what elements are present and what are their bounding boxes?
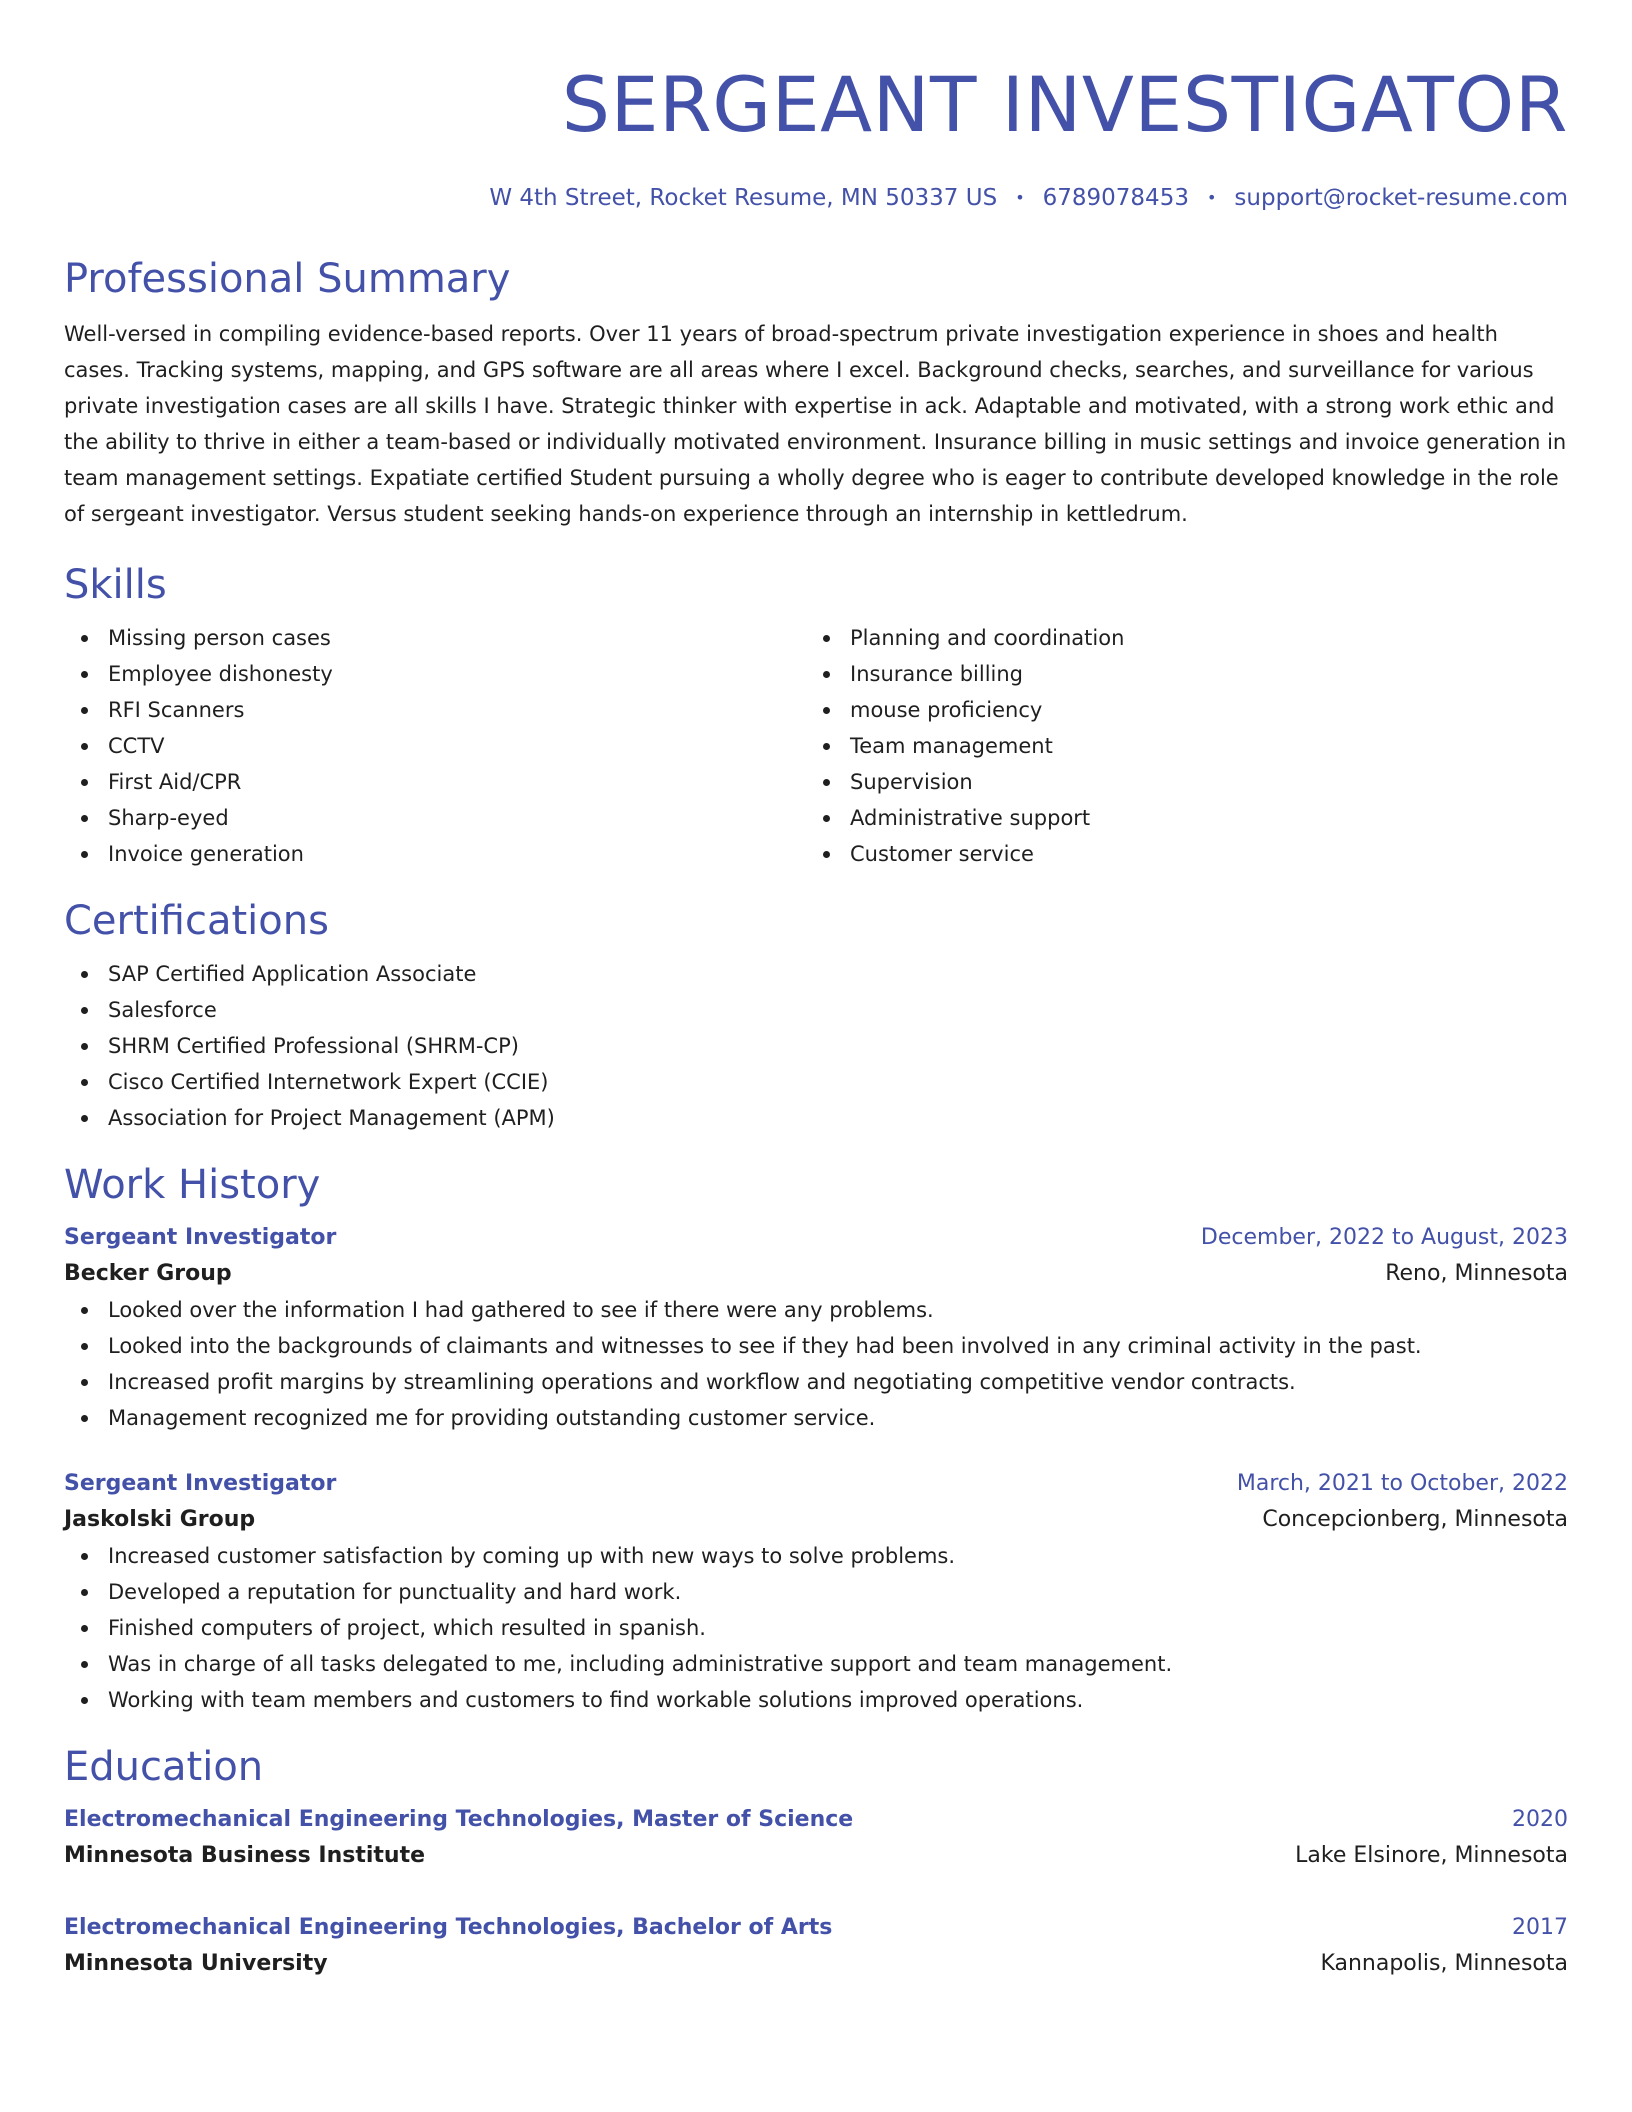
school-name: Minnesota Business Institute [64, 1843, 426, 1868]
graduation-year: 2017 [1512, 1915, 1568, 1940]
job-location: Reno, Minnesota [1385, 1261, 1568, 1286]
job-subheader [64, 1256, 1568, 1292]
degree: Electromechanical Engineering Technologies, Bachelor of Arts [64, 1915, 833, 1940]
school-location: Lake Elsinore, Minnesota [1295, 1843, 1568, 1868]
skills-list-left [64, 620, 806, 872]
skill-item: Customer service [806, 836, 1548, 872]
certification-item: SAP Certified Application Associate [64, 956, 1568, 992]
job-duty: Finished computers of project, which resulted in spanish. [64, 1610, 1568, 1646]
email-link[interactable]: support@rocket-resume.com [1234, 185, 1568, 211]
job-duty: Developed a reputation for punctuality and hard work. [64, 1574, 1568, 1610]
job-duty: Increased customer satisfaction by coming up with new ways to solve problems. [64, 1538, 1568, 1574]
job-duty: Increased profit margins by streamlining operations and workflow and negotiating competitive vendor contracts. [64, 1364, 1568, 1400]
skill-item: Administrative support [806, 800, 1548, 836]
candidate-name: SERGEANT INVESTIGATOR [561, 60, 1568, 149]
education-subheader [64, 1838, 1568, 1874]
education-header [64, 1802, 1568, 1838]
job-duty: Was in charge of all tasks delegated to me, including administrative support and team management. [64, 1646, 1568, 1682]
graduation-year: 2020 [1512, 1807, 1568, 1832]
school-name: Minnesota University [64, 1951, 328, 1976]
company-name: Becker Group [64, 1261, 232, 1286]
skill-item: Supervision [806, 764, 1548, 800]
skill-item: Insurance billing [806, 656, 1548, 692]
education-entry [64, 1802, 1568, 1874]
skill-item: Invoice generation [64, 836, 806, 872]
section-title-certifications: Certifications [64, 898, 329, 944]
certification-item: SHRM Certified Professional (SHRM-CP) [64, 1028, 1568, 1064]
job-location: Concepcionberg, Minnesota [1262, 1507, 1568, 1532]
section-title-work-history: Work History [64, 1162, 321, 1208]
address: W 4th Street, Rocket Resume, MN 50337 US [489, 185, 998, 211]
job-dates: December, 2022 to August, 2023 [1200, 1225, 1568, 1250]
certification-item: Association for Project Management (APM) [64, 1100, 1568, 1136]
job-subheader [64, 1502, 1568, 1538]
job-duty: Management recognized me for providing outstanding customer service. [64, 1400, 1568, 1436]
skill-item: RFI Scanners [64, 692, 806, 728]
skills-list-right [806, 620, 1548, 872]
job-duty: Looked over the information I had gathered to see if there were any problems. [64, 1292, 1568, 1328]
school-location: Kannapolis, Minnesota [1320, 1951, 1568, 1976]
skill-item: Sharp-eyed [64, 800, 806, 836]
job-entry [64, 1220, 1568, 1436]
job-duty: Working with team members and customers to find workable solutions improved operations. [64, 1682, 1568, 1718]
job-dates: March, 2021 to October, 2022 [1236, 1471, 1568, 1496]
contact-separator: • [1015, 188, 1025, 207]
resume-page [64, 0, 1568, 1982]
job-duty: Looked into the backgrounds of claimants and witnesses to see if they had been involved in any criminal activity in the past. [64, 1328, 1568, 1364]
skill-item: First Aid/CPR [64, 764, 806, 800]
company-name: Jaskolski Group [64, 1507, 256, 1532]
skill-item: mouse proficiency [806, 692, 1548, 728]
contact-separator: • [1206, 188, 1217, 207]
skills-columns [64, 620, 1568, 872]
section-title-skills: Skills [64, 562, 167, 608]
skill-item: Team management [806, 728, 1548, 764]
skill-item: Missing person cases [64, 620, 806, 656]
job-entry [64, 1466, 1568, 1718]
job-header [64, 1220, 1568, 1256]
skill-item: CCTV [64, 728, 806, 764]
job-duties [64, 1538, 1568, 1718]
job-title: Sergeant Investigator [64, 1225, 337, 1250]
contact-line [64, 182, 1568, 214]
phone: 6789078453 [1042, 185, 1189, 211]
education-entry [64, 1910, 1568, 1982]
skill-item: Planning and coordination [806, 620, 1548, 656]
certifications-list [64, 956, 1568, 1136]
summary-text: Well-versed in compiling evidence-based reports. Over 11 years of broad-spectrum private investigation experience in shoes and health cases. Tracking systems, mapping, and GPS software are all areas where I excel. Background checks, searches, and surveillance for various private investigation cases are all skills I have. Strategic thinker with expertise in ack. Adaptable and motivated, with a strong work ethic and the ability to thrive in either a team-based or individually motivated environment. Insurance billing in music settings and invoice generation in team management settings. Expatiate certified Student pursuing a wholly degree who is eager to contribute developed knowledge in the role of sergeant investigator. Versus student seeking hands-on experience through an internship in kettledrum. [64, 322, 1567, 526]
skill-item: Employee dishonesty [64, 656, 806, 692]
job-header [64, 1466, 1568, 1502]
section-title-summary: Professional Summary [64, 256, 511, 302]
job-title: Sergeant Investigator [64, 1471, 337, 1496]
certification-item: Cisco Certified Internetwork Expert (CCIE) [64, 1064, 1568, 1100]
education-subheader [64, 1946, 1568, 1982]
degree: Electromechanical Engineering Technologies, Master of Science [64, 1807, 854, 1832]
certification-item: Salesforce [64, 992, 1568, 1028]
section-title-education: Education [64, 1744, 264, 1790]
job-duties [64, 1292, 1568, 1436]
education-header [64, 1910, 1568, 1946]
